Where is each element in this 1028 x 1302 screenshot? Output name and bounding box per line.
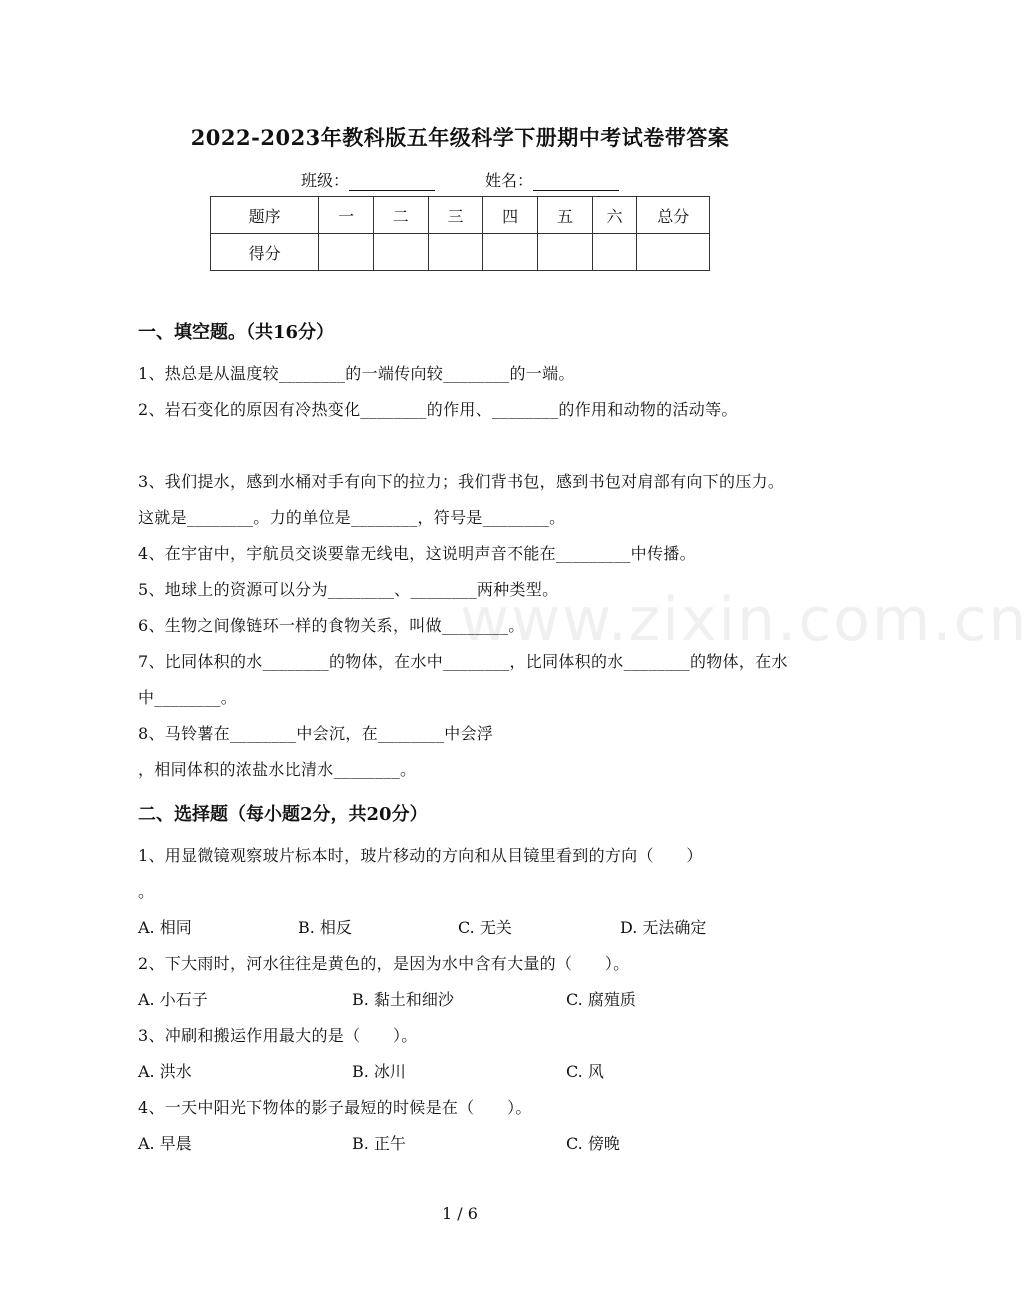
choice-option[interactable]: A. 洪水 [138,1062,192,1081]
exam-title: 2022-2023年教科版五年级科学下册期中考试卷带答案 [190,125,730,150]
fill-question: 6、生物之间像链环一样的食物关系，叫做________。 [138,616,525,635]
score-header-cell: 三 [428,197,483,234]
score-row-label: 得分 [211,234,319,271]
section1-heading: 一、填空题。（共16分） [138,322,335,343]
score-cell[interactable] [319,234,374,271]
name-label: 姓名： [485,171,534,190]
fill-question: 5、地球上的资源可以分为________、________两种类型。 [138,580,559,599]
score-cell[interactable] [428,234,483,271]
score-cell[interactable] [637,234,710,271]
fill-question: 8、马铃薯在________中会沉，在________中会浮 [138,724,494,743]
score-header-cell: 五 [537,197,592,234]
score-header-cell: 二 [373,197,428,234]
fill-question: 4、在宇宙中，宇航员交谈要靠无线电，这说明声音不能在_________中传播。 [138,544,696,563]
choice-option[interactable]: C. 傍晚 [566,1134,620,1153]
name-blank[interactable] [533,172,619,191]
fill-question: 3、我们提水，感到水桶对手有向下的拉力；我们背书包，感到书包对肩部有向下的压力。这就是________。力的单位是________，符号是________。 [138,472,785,527]
choice-option[interactable]: A. 相同 [138,918,192,937]
score-header-cell: 六 [592,197,637,234]
choice-option[interactable]: A. 小石子 [138,990,208,1009]
score-cell[interactable] [483,234,538,271]
choice-options [138,910,788,946]
choice-option[interactable]: C. 腐殖质 [566,990,636,1009]
choice-option[interactable]: D. 无法确定 [620,918,707,937]
choice-question-stem-end: 。 [138,882,155,901]
choice-question-stem: 4、一天中阳光下物体的影子最短的时候是在（ ）。 [138,1098,532,1117]
fill-question: ，相同体积的浓盐水比清水________。 [138,760,417,779]
choice-option[interactable]: B. 黏土和细沙 [352,990,454,1009]
score-cell[interactable] [537,234,592,271]
choice-question-stem: 3、冲刷和搬运作用最大的是（ ）。 [138,1026,418,1045]
choice-option[interactable]: B. 相反 [298,918,352,937]
choice-options [138,982,788,1018]
choice-option[interactable]: C. 风 [566,1062,604,1081]
watermark: www.zixin.com.cn [460,585,1028,655]
choice-options [138,1054,788,1090]
score-header-cell: 四 [483,197,538,234]
choice-options [138,1126,788,1162]
score-cell[interactable] [373,234,428,271]
choice-option[interactable]: B. 冰川 [352,1062,406,1081]
score-header-cell: 一 [319,197,374,234]
class-blank[interactable] [349,172,435,191]
page-number: 1 / 6 [442,1204,478,1223]
score-table [210,196,710,271]
score-table-header-row [211,197,710,234]
choice-option[interactable]: C. 无关 [458,918,512,937]
fill-question: 2、岩石变化的原因有冷热变化________的作用、________的作用和动物的活动等。 [138,400,738,419]
score-table-row [211,234,710,271]
score-header-cell: 题序 [211,197,319,234]
choice-question-stem: 2、下大雨时，河水往往是黄色的，是因为水中含有大量的（ ）。 [138,954,630,973]
choice-option[interactable]: A. 早晨 [138,1134,192,1153]
fill-question: 1、热总是从温度较________的一端传向较________的一端。 [138,364,575,383]
section2-heading: 二、选择题（每小题2分，共20分） [138,804,428,825]
score-header-cell: 总分 [637,197,710,234]
choice-option[interactable]: B. 正午 [352,1134,406,1153]
choice-question-stem: 1、用显微镜观察玻片标本时，玻片移动的方向和从目镜里看到的方向（ ） [138,846,703,865]
score-cell[interactable] [592,234,637,271]
class-label: 班级： [300,171,349,190]
student-info [0,168,920,191]
fill-question: 7、比同体积的水________的物体，在水中________，比同体积的水________的物体，在水中________。 [138,652,788,707]
